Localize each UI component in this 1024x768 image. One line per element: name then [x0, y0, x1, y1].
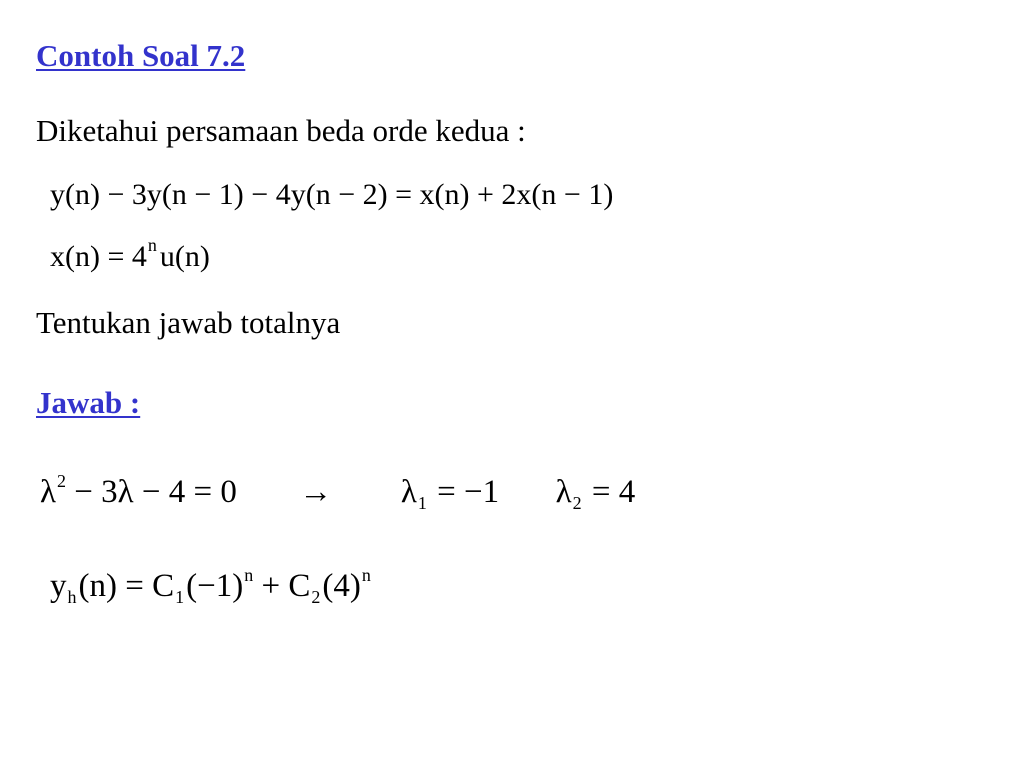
term1-exponent: n [244, 565, 254, 585]
yh-mid2: + C [261, 568, 311, 604]
term2-exponent: n [361, 565, 371, 585]
c1-subscript: 1 [175, 587, 185, 607]
c2-subscript: 2 [311, 587, 321, 607]
root1-value: = −1 [437, 474, 500, 510]
root2-lambda: λ [555, 474, 572, 510]
yh-subscript: h [67, 587, 77, 607]
yh-term1: (−1) [186, 568, 244, 604]
intro-text: Diketahui persamaan beda orde kedua : [36, 113, 526, 148]
root2-index: 2 [572, 493, 582, 513]
difference-equation: y(n) − 3y(n − 1) − 4y(n − 2) = x(n) + 2x(n − 1) [50, 178, 614, 211]
answer-heading: Jawab : [36, 385, 141, 420]
root1-index: 1 [417, 493, 427, 513]
root2-value: = 4 [591, 474, 636, 510]
homogeneous-solution [50, 565, 371, 607]
root1-lambda: λ [400, 474, 417, 510]
input-signal-equation [50, 235, 210, 273]
arrow-icon: → [299, 474, 333, 510]
yh-mid1: (n) = C [78, 568, 175, 604]
characteristic-equation [40, 471, 636, 513]
yh-y: y [50, 568, 67, 604]
char-power: 2 [57, 471, 67, 491]
input-signal-exponent: n [147, 235, 157, 255]
input-signal-lhs: x(n) = 4 [50, 240, 147, 273]
task-text: Tentukan jawab totalnya [36, 305, 341, 340]
slide-title: Contoh Soal 7.2 [36, 38, 246, 73]
yh-term2: (4) [322, 568, 361, 604]
input-signal-rhs: u(n) [159, 240, 210, 273]
char-rest: − 3λ − 4 = 0 [74, 474, 237, 510]
char-lambda: λ [40, 474, 57, 510]
